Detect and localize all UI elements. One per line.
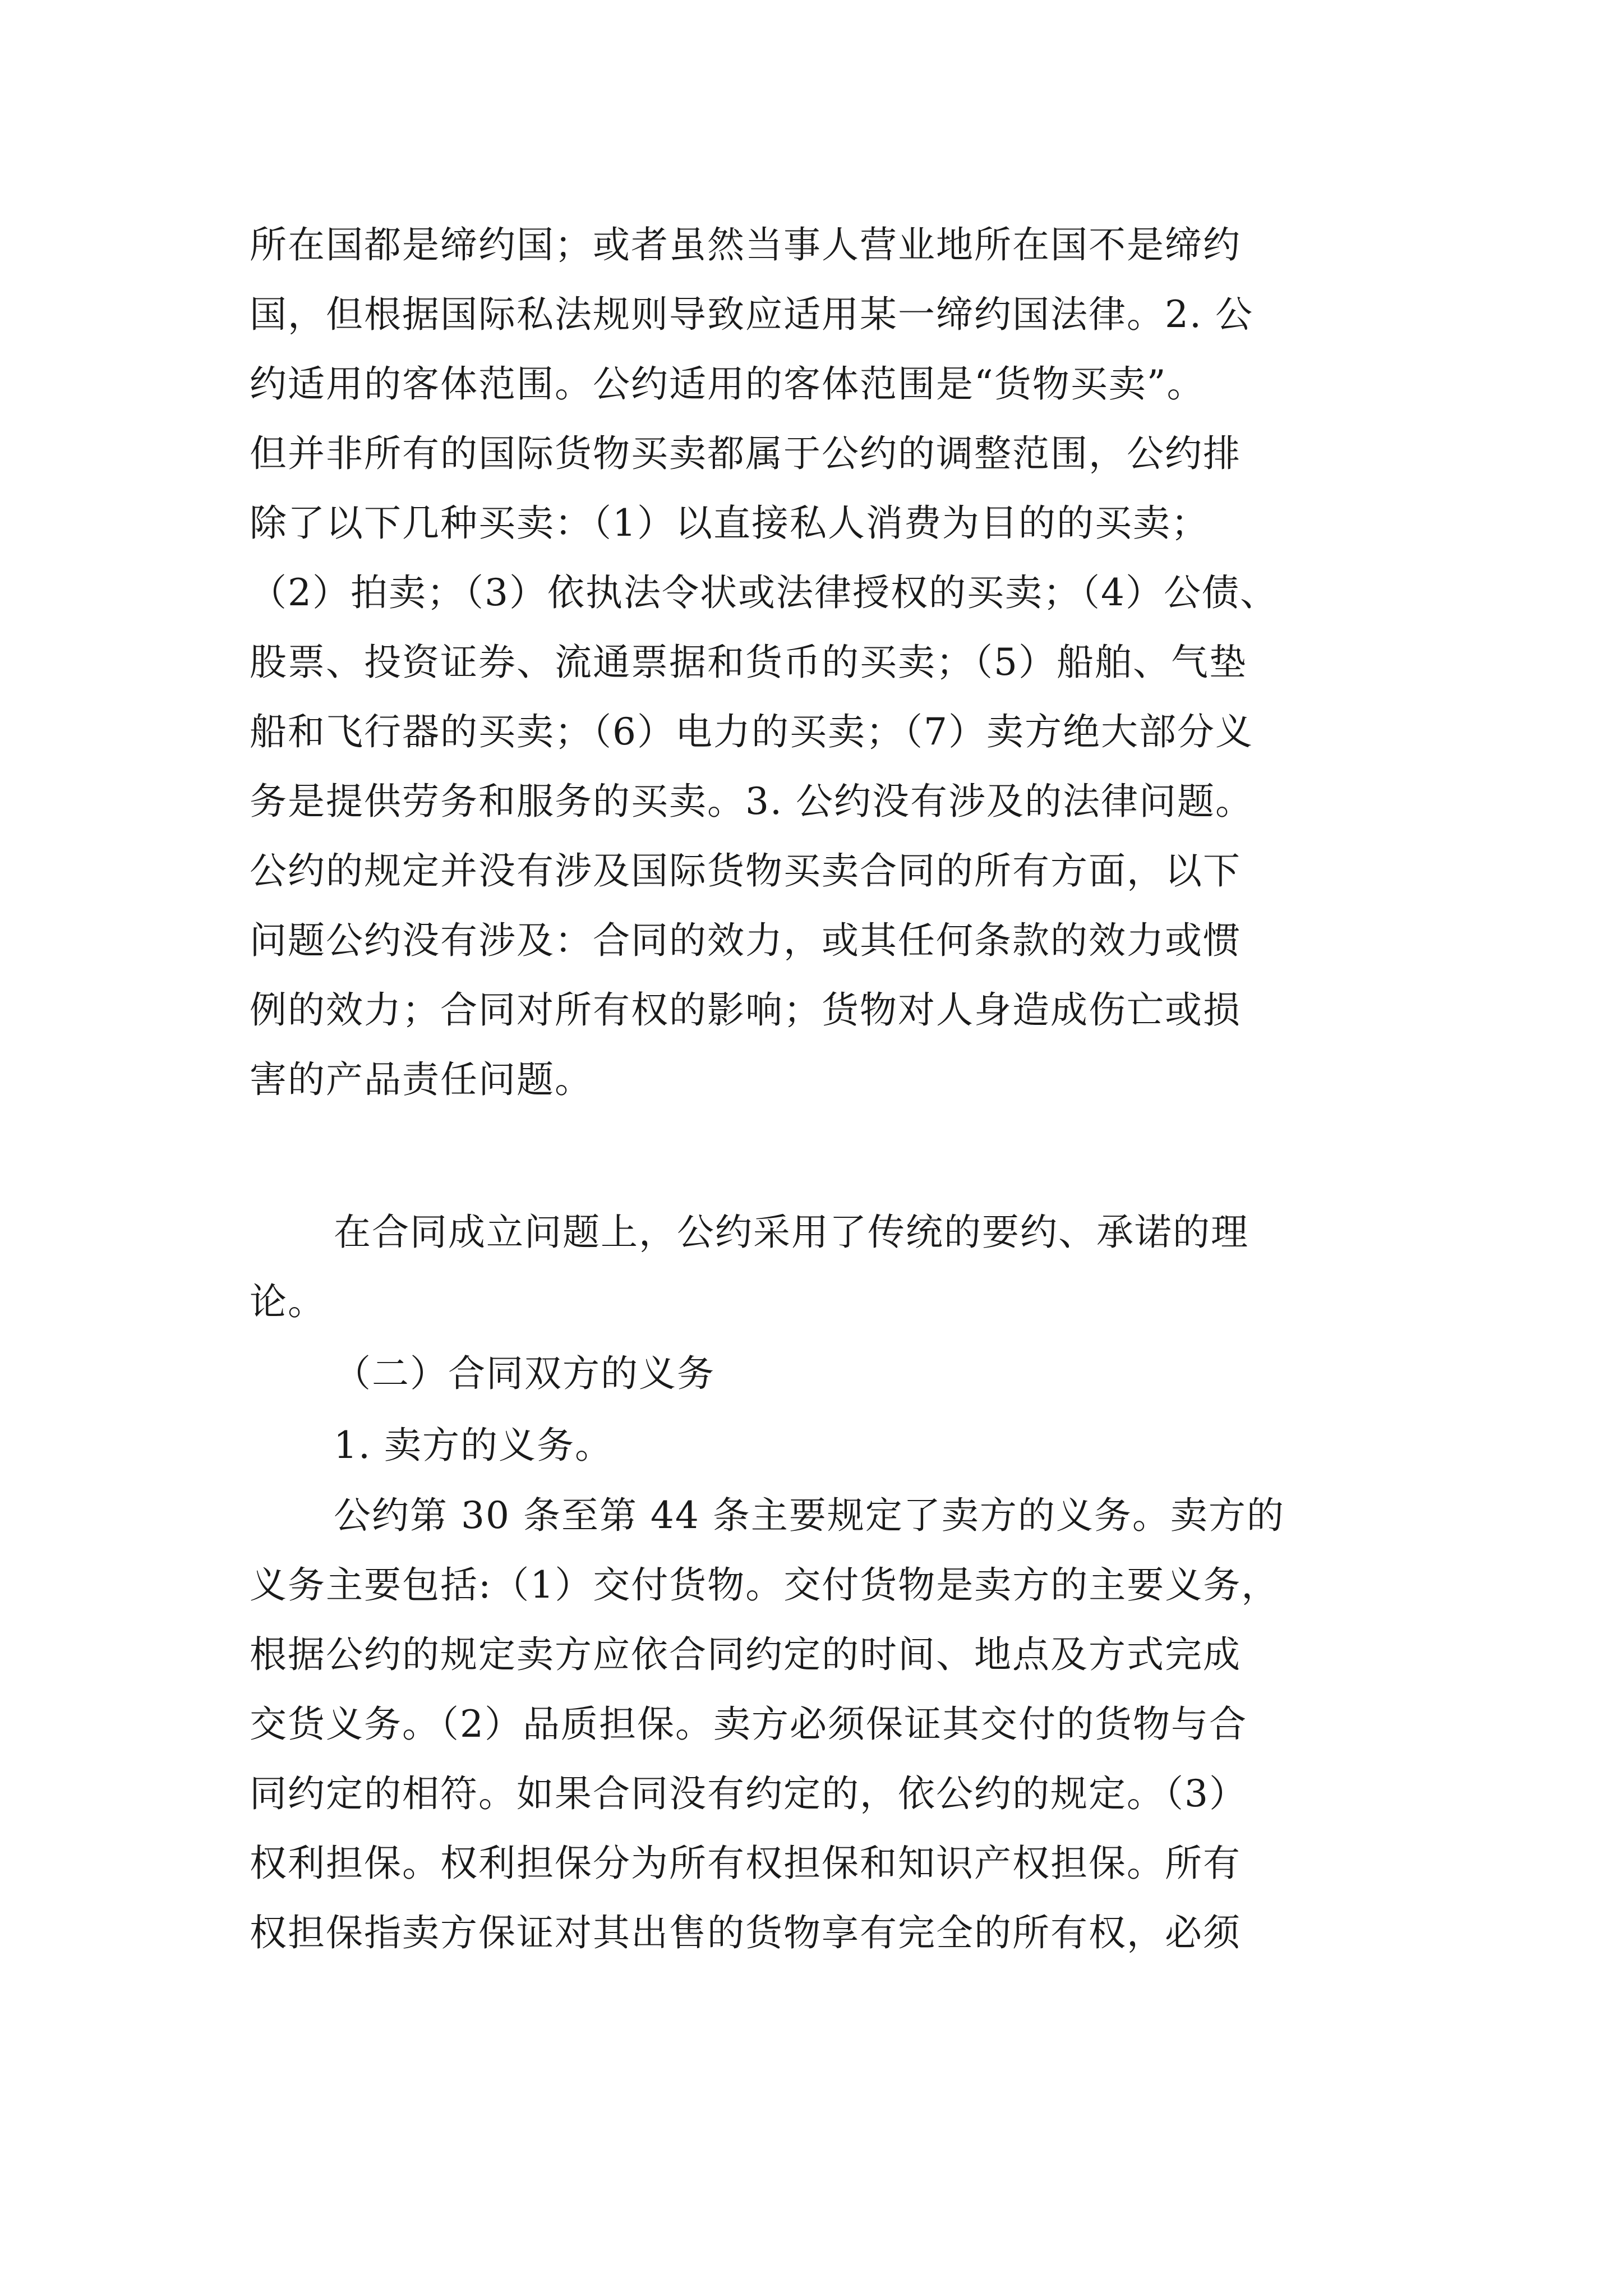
subsection-heading-text: 1. 卖方的义务。 (334, 1424, 613, 1467)
text-line: 国，但根据国际私法规则导致应适用某一缔约国法律。2. 公 (250, 293, 1253, 336)
text-line: 公约的规定并没有涉及国际货物买卖合同的所有方面，以下 (250, 849, 1241, 892)
paragraph-convention-scope (250, 210, 1416, 1115)
subsection-heading (250, 1411, 1416, 1480)
text-line: 权利担保。权利担保分为所有权担保和知识产权担保。所有 (250, 1842, 1241, 1885)
text-line: 除了以下几种买卖：（1）以直接私人消费为目的的买卖； (250, 501, 1209, 545)
text-line: 所在国都是缔约国；或者虽然当事人营业地所在国不是缔约 (250, 223, 1241, 266)
text-line: 船和飞行器的买卖；（6）电力的买卖；（7）卖方绝大部分义 (250, 710, 1253, 753)
text-line: 交货义务。（2）品质担保。卖方必须保证其交付的货物与合 (250, 1703, 1247, 1746)
text-line: 问题公约没有涉及：合同的效力，或其任何条款的效力或惯 (250, 919, 1241, 962)
text-line: 义务主要包括:（1）交付货物。交付货物是卖方的主要义务， (250, 1563, 1280, 1607)
text-line: 害的产品责任问题。 (250, 1058, 593, 1101)
text-line: 例的效力；合同对所有权的影响；货物对人身造成伤亡或损 (250, 988, 1241, 1032)
paragraph-contract-formation (250, 1198, 1416, 1337)
text-line: 同约定的相符。如果合同没有约定的，依公约的规定。（3） (250, 1772, 1247, 1815)
text-line: 权担保指卖方保证对其出售的货物享有完全的所有权，必须 (250, 1911, 1241, 1954)
text-line: （2）拍卖；（3）依执法令状或法律授权的买卖；（4）公债、 (250, 571, 1278, 614)
text-line: 在合同成立问题上，公约采用了传统的要约、承诺的理 (334, 1211, 1249, 1254)
text-line: 务是提供劳务和服务的买卖。3. 公约没有涉及的法律问题。 (250, 780, 1253, 823)
section-heading-text: （二）合同双方的义务 (334, 1352, 715, 1395)
paragraph-seller-obligations (250, 1481, 1416, 1968)
text-line: 论。 (250, 1280, 326, 1323)
text-line: 股票、投资证券、流通票据和货币的买卖；（5）船舶、气垫 (250, 641, 1247, 684)
text-line: 约适用的客体范围。公约适用的客体范围是“货物买卖”。 (250, 362, 1205, 406)
text-line: 根据公约的规定卖方应依合同约定的时间、地点及方式完成 (250, 1633, 1241, 1676)
section-heading (250, 1339, 1416, 1409)
text-line: 但并非所有的国际货物买卖都属于公约的调整范围，公约排 (250, 432, 1241, 475)
text-line: 公约第 30 条至第 44 条主要规定了卖方的义务。卖方的 (334, 1494, 1285, 1537)
